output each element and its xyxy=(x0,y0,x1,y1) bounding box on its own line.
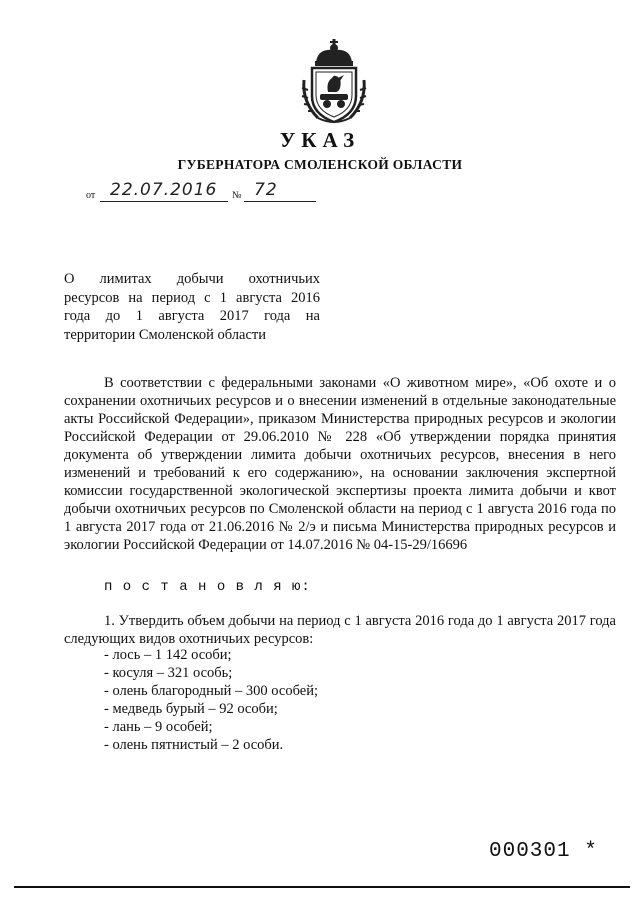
number-handwritten: 72 xyxy=(254,180,278,200)
list-item: - медведь бурый – 92 особи; xyxy=(104,701,278,717)
list-item: - лань – 9 особей; xyxy=(104,719,213,735)
document-subtitle: ГУБЕРНАТОРА СМОЛЕНСКОЙ ОБЛАСТИ xyxy=(177,157,463,172)
number-label: № xyxy=(232,190,242,201)
date-underline xyxy=(100,201,228,202)
item-1-paragraph: 1. Утвердить объем добычи на период с 1 августа 2016 года до 1 августа 2017 года следующих видов охотничьих ресурсов: xyxy=(64,613,616,647)
decree-word: п о с т а н о в л я ю: xyxy=(104,579,311,595)
serial-number: 000301 * xyxy=(489,840,598,863)
date-handwritten: 22.07.2016 xyxy=(110,180,218,200)
subject-line: О лимитах добычи охотничьих xyxy=(64,271,320,287)
list-item: - олень пятнистый – 2 особи. xyxy=(104,737,284,753)
document-title: УКАЗ xyxy=(279,128,361,152)
subject-line: года до 1 августа 2017 года на xyxy=(64,308,320,324)
subject-line: ресурсов на период с 1 августа 2016 xyxy=(64,289,320,306)
document-subject xyxy=(64,270,320,344)
list-item: - косуля – 321 особь; xyxy=(104,665,233,681)
preamble-paragraph: В соответствии с федеральными законами «О животном мире», «Об охоте и о сохранении охотничьих ресурсов и о внесении изменений в отдельные законодательные акты Российской Федерации», приказом Министерства природных ресурсов и экологии Российской Федерации от 29.06.2010 № 228 «Об утверждении порядка принятия документа об утверждении лимита добычи охотничьих ресурсов, внесения в него изменений и требований к его содержанию», на основании заключения экспертной комиссии государственной экологической экспертизы проекта лимита добычи и квот добычи охотничьих ресурсов по Смоленской области на период с 1 августа 2016 года по 1 августа 2017 года от 21.06.2016 № 2/э и письма Министерства природных ресурсов и экологии Российской Федерации от 14.07.2016 № 04-15-29/16696 xyxy=(64,375,616,553)
list-item: - олень благородный – 300 особей; xyxy=(104,683,319,699)
list-item: - лось – 1 142 особи; xyxy=(104,647,232,663)
date-label: от xyxy=(86,190,96,201)
bottom-divider xyxy=(14,886,630,888)
coat-of-arms-icon xyxy=(294,38,374,126)
species-list xyxy=(104,646,318,754)
number-underline xyxy=(244,201,316,202)
subject-line: территории Смоленской области xyxy=(64,326,267,343)
